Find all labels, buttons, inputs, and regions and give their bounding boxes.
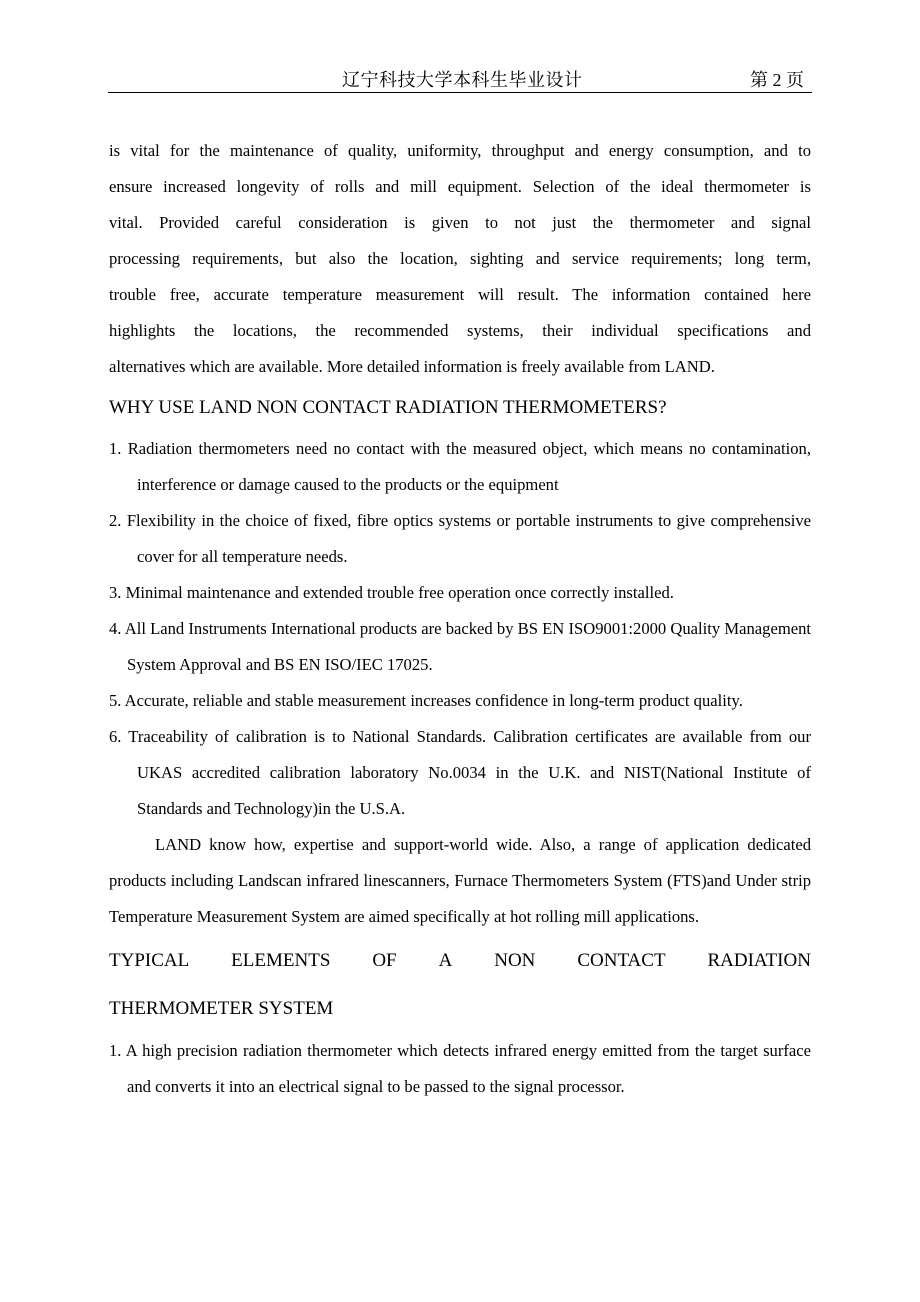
list-item: 4. All Land Instruments International products are backed by BS EN ISO9001:2000 Quality Management System Approval and BS EN ISO/IEC 17025. xyxy=(109,619,811,674)
list-item: 3. Minimal maintenance and extended trouble free operation once correctly installed. xyxy=(109,583,674,602)
intro-paragraph xyxy=(109,133,811,385)
heading-word: ELEMENTS xyxy=(231,950,331,971)
section-heading-line2: THERMOMETER SYSTEM xyxy=(109,998,334,1019)
list-item: 2. Flexibility in the choice of fixed, fibre optics systems or portable instruments to give comprehensive cover for all temperature needs. xyxy=(109,511,811,566)
intro-line: is vital for the maintenance of quality, uniformity, throughput and energy consumption, and to xyxy=(109,141,811,160)
heading-word: A xyxy=(438,950,453,971)
page-number: 第 2 页 xyxy=(750,70,804,90)
page-header xyxy=(108,62,812,93)
intro-line: ensure increased longevity of rolls and mill equipment. Selection of the ideal thermometer is xyxy=(109,177,811,196)
list-item: 1. Radiation thermometers need no contact with the measured object, which means no contamination, interference or damage caused to the products or the equipment xyxy=(109,439,811,494)
section-heading-why-use-land: WHY USE LAND NON CONTACT RADIATION THERMOMETERS? xyxy=(109,397,667,418)
intro-line: vital. Provided careful consideration is given to not just the thermometer and signal xyxy=(109,213,811,232)
header-title: 辽宁科技大学本科生毕业设计 xyxy=(342,70,583,90)
list-item: 6. Traceability of calibration is to National Standards. Calibration certificates are available from our UKAS accredited calibration laboratory No.0034 in the U.K. and NIST(National Institute of Standards and Technology)in the U.S.A. xyxy=(109,727,811,818)
intro-line: alternatives which are available. More detailed information is freely available from LAND. xyxy=(109,357,715,376)
heading-word: NON xyxy=(494,950,536,971)
land-paragraph: LAND know how, expertise and support-world wide. Also, a range of application dedicated products including Landscan infrared linescanners, Furnace Thermometers System (FTS)and Under strip Temperature Measurement System are aimed specifically at hot rolling mill applications. xyxy=(109,835,811,926)
section-heading-typical-elements xyxy=(109,937,811,985)
elements-list xyxy=(109,1033,811,1105)
benefits-list xyxy=(109,431,811,827)
intro-line: highlights the locations, the recommended systems, their individual specifications and xyxy=(109,321,811,340)
list-item: 5. Accurate, reliable and stable measurement increases confidence in long-term product quality. xyxy=(109,691,743,710)
heading-word: OF xyxy=(372,950,397,971)
page-content xyxy=(109,133,811,1105)
heading-word: TYPICAL xyxy=(109,950,190,971)
list-item: 1. A high precision radiation thermometer which detects infrared energy emitted from the target surface and converts it into an electrical signal to be passed to the signal processor. xyxy=(109,1041,811,1096)
intro-line: processing requirements, but also the location, sighting and service requirements; long term, xyxy=(109,249,811,268)
heading-word: RADIATION xyxy=(707,950,811,971)
intro-line: trouble free, accurate temperature measurement will result. The information contained here xyxy=(109,285,811,304)
heading-word: CONTACT xyxy=(577,950,666,971)
